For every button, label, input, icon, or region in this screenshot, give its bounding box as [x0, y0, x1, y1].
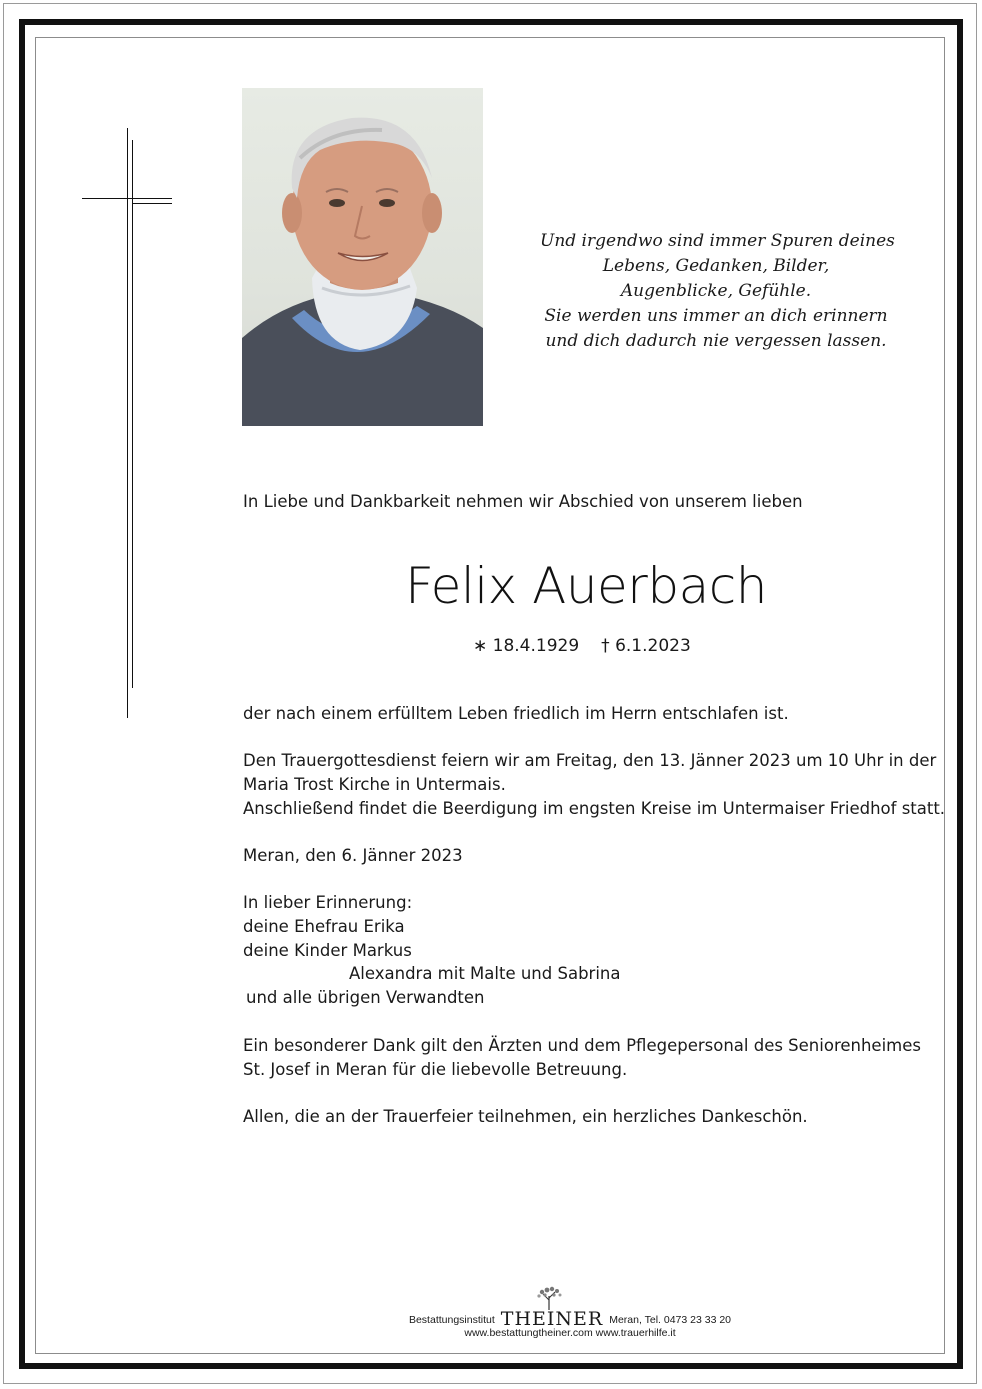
poem-line: Lebens, Gedanken, Bilder,	[602, 256, 830, 276]
thanks-line-1: Ein besonderer Dank gilt den Ärzten und dem Pflegepersonal des Seniorenheimes	[243, 1036, 921, 1055]
mourner-children-2: Alexandra mit Malte und Sabrina	[349, 964, 621, 983]
service-line-3: Anschließend findet die Beerdigung im engsten Kreise im Untermaiser Friedhof statt.	[243, 799, 946, 818]
poem	[540, 229, 895, 354]
thanks-line-2: St. Josef in Meran für die liebevolle Betreuung.	[243, 1060, 628, 1079]
mourner-relatives: und alle übrigen Verwandten	[246, 988, 485, 1007]
birth-date: ∗ 18.4.1929	[473, 636, 580, 656]
mourner-children: deine Kinder Markus	[243, 941, 412, 960]
brand-logo: THEINER	[500, 1308, 604, 1330]
cross-icon	[82, 128, 174, 720]
life-dates	[473, 634, 713, 658]
tree-icon	[534, 1286, 564, 1310]
memory-heading: In lieber Erinnerung:	[243, 893, 413, 912]
intro-text: In Liebe und Dankbarkeit nehmen wir Abschied von unserem lieben	[243, 492, 803, 511]
portrait-photo	[242, 88, 483, 426]
poem-line: Sie werden uns immer an dich erinnern	[544, 306, 888, 326]
footer-prefix: Bestattungsinstitut	[408, 1314, 495, 1326]
deceased-name: Felix Auerbach	[405, 557, 767, 615]
poem-line: und dich dadurch nie vergessen lassen.	[545, 331, 887, 351]
footer-contact: Meran, Tel. 0473 23 33 20	[609, 1314, 732, 1326]
service-line-1: Den Trauergottesdienst feiern wir am Freitag, den 13. Jänner 2023 um 10 Uhr in der	[243, 751, 937, 770]
funeral-home-footer	[360, 1286, 780, 1342]
peaceful-text: der nach einem erfülltem Leben friedlich im Herrn entschlafen ist.	[243, 704, 789, 723]
poem-line: Und irgendwo sind immer Spuren deines	[540, 231, 895, 251]
footer-web-links: www.bestattungtheiner.com www.trauerhilfe.it	[464, 1327, 676, 1339]
service-line-2: Maria Trost Kirche in Untermais.	[243, 775, 506, 794]
place-date: Meran, den 6. Jänner 2023	[243, 846, 463, 865]
closing-text: Allen, die an der Trauerfeier teilnehmen, ein herzliches Dankeschön.	[243, 1107, 808, 1126]
mourner-wife: deine Ehefrau Erika	[243, 917, 405, 936]
poem-line: Augenblicke, Gefühle.	[620, 281, 812, 301]
death-date: † 6.1.2023	[601, 636, 691, 656]
